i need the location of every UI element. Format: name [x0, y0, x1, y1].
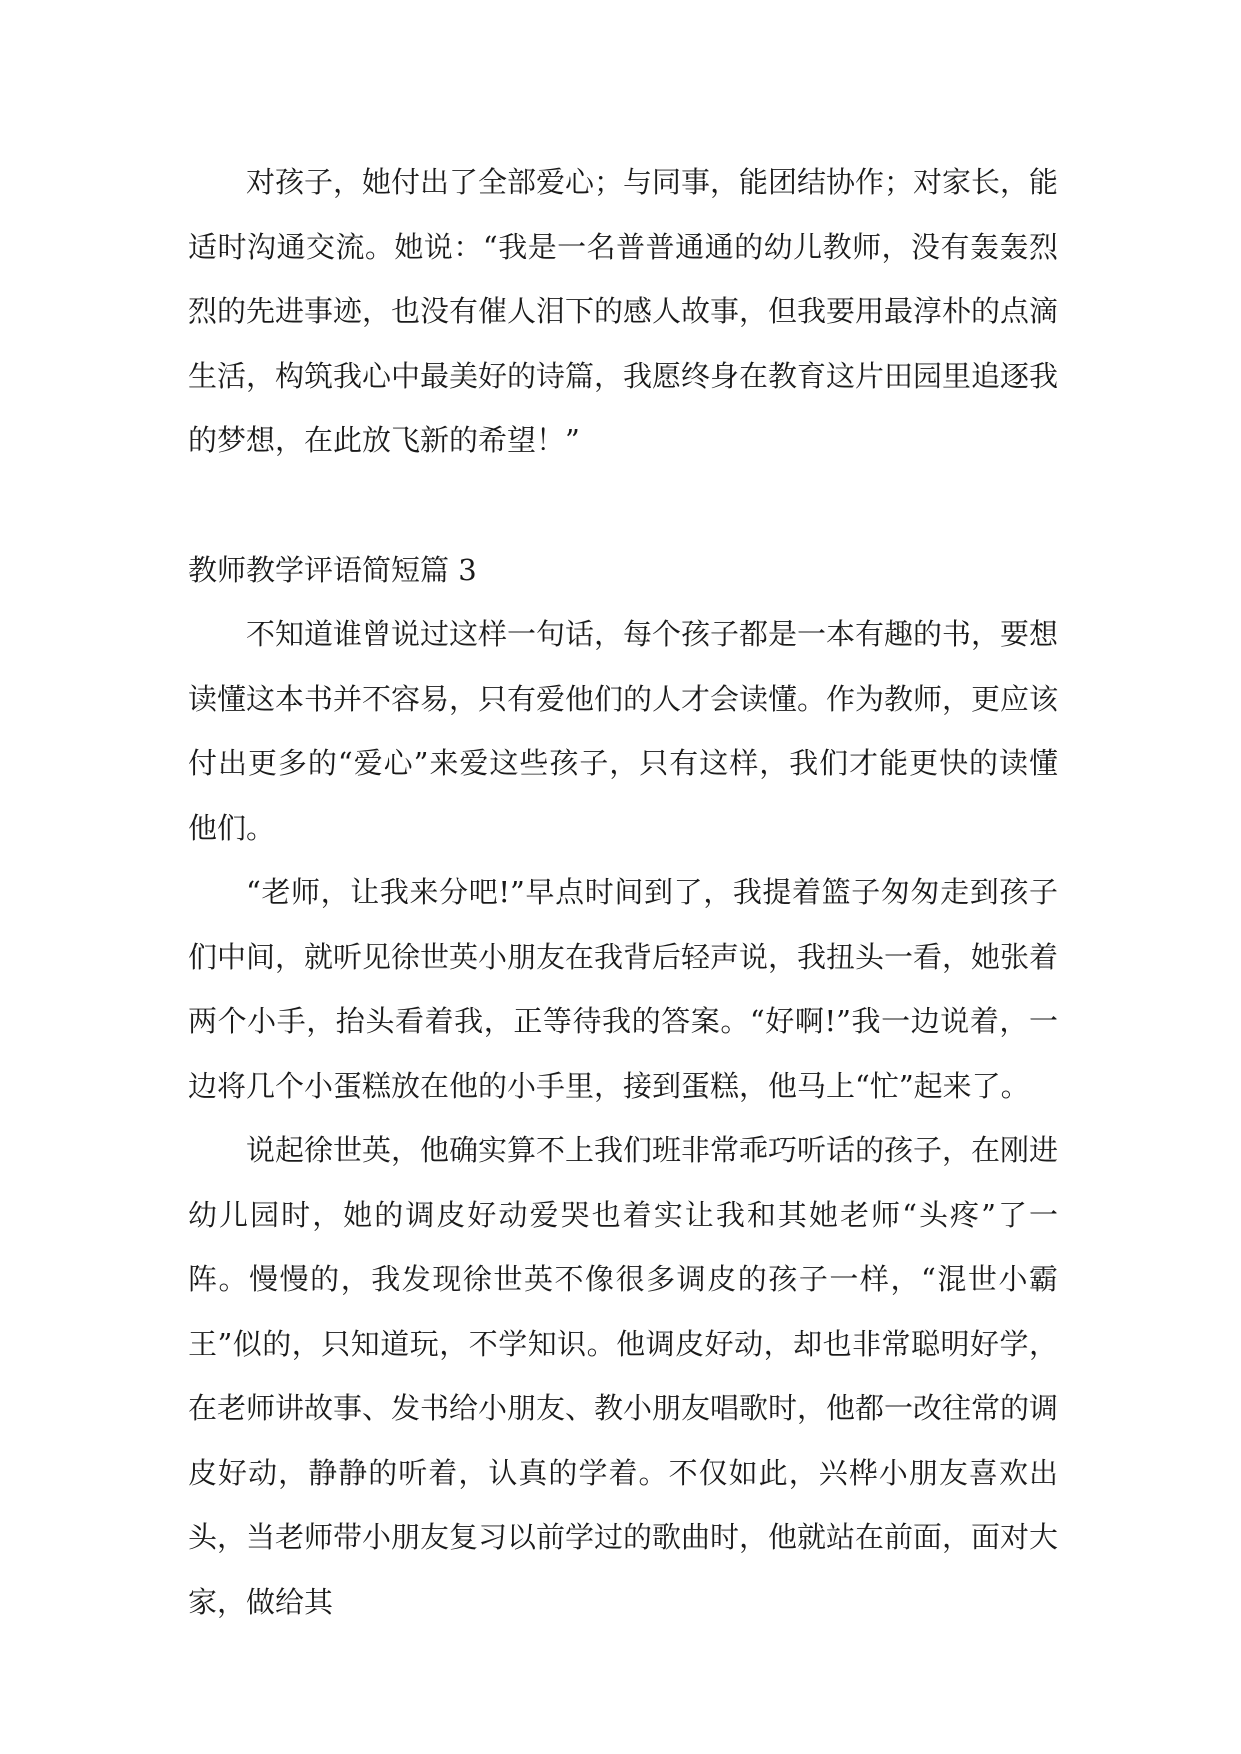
paragraph-4: 说起徐世英，他确实算不上我们班非常乖巧听话的孩子，在刚进幼儿园时，她的调皮好动爱哭也着实让我和其她老师“头疼”了一阵。慢慢的，我发现徐世英不像很多调皮的孩子一样，“混世小霸王”似的，只知道玩，不学知识。他调皮好动，却也非常聪明好学，在老师讲故事、发书给小朋友、教小朋友唱歌时，他都一改往常的调皮好动，静静的听着，认真的学着。不仅如此，兴桦小朋友喜欢出头，当老师带小朋友复习以前学过的歌曲时，他就站在前面，面对大家，做给其 — [188, 1133, 1059, 1619]
paragraph-3: “老师，让我来分吧!”早点时间到了，我提着篮子匆匆走到孩子们中间，就听见徐世英小朋友在我背后轻声说，我扭头一看，她张着两个小手，抬头看着我，正等待我的答案。“好啊!”我一边说着，一边将几个小蛋糕放在他的小手里，接到蛋糕，他马上“忙”起来了。 — [188, 875, 1059, 1103]
paragraph-1: 对孩子，她付出了全部爱心；与同事，能团结协作；对家长，能适时沟通交流。她说：“我是一名普普通通的幼儿教师，没有轰轰烈烈的先进事迹，也没有催人泪下的感人故事，但我要用最淳朴的点滴生活，构筑我心中最美好的诗篇，我愿终身在教育这片田园里追逐我的梦想，在此放飞新的希望！” — [188, 165, 1059, 457]
document-body — [188, 150, 1058, 1634]
section-heading: 教师教学评语简短篇 3 — [188, 552, 477, 587]
paragraph-2: 不知道谁曾说过这样一句话，每个孩子都是一本有趣的书，要想读懂这本书并不容易，只有爱他们的人才会读懂。作为教师，更应该付出更多的“爱心”来爱这些孩子，只有这样，我们才能更快的读懂他们。 — [188, 617, 1059, 845]
